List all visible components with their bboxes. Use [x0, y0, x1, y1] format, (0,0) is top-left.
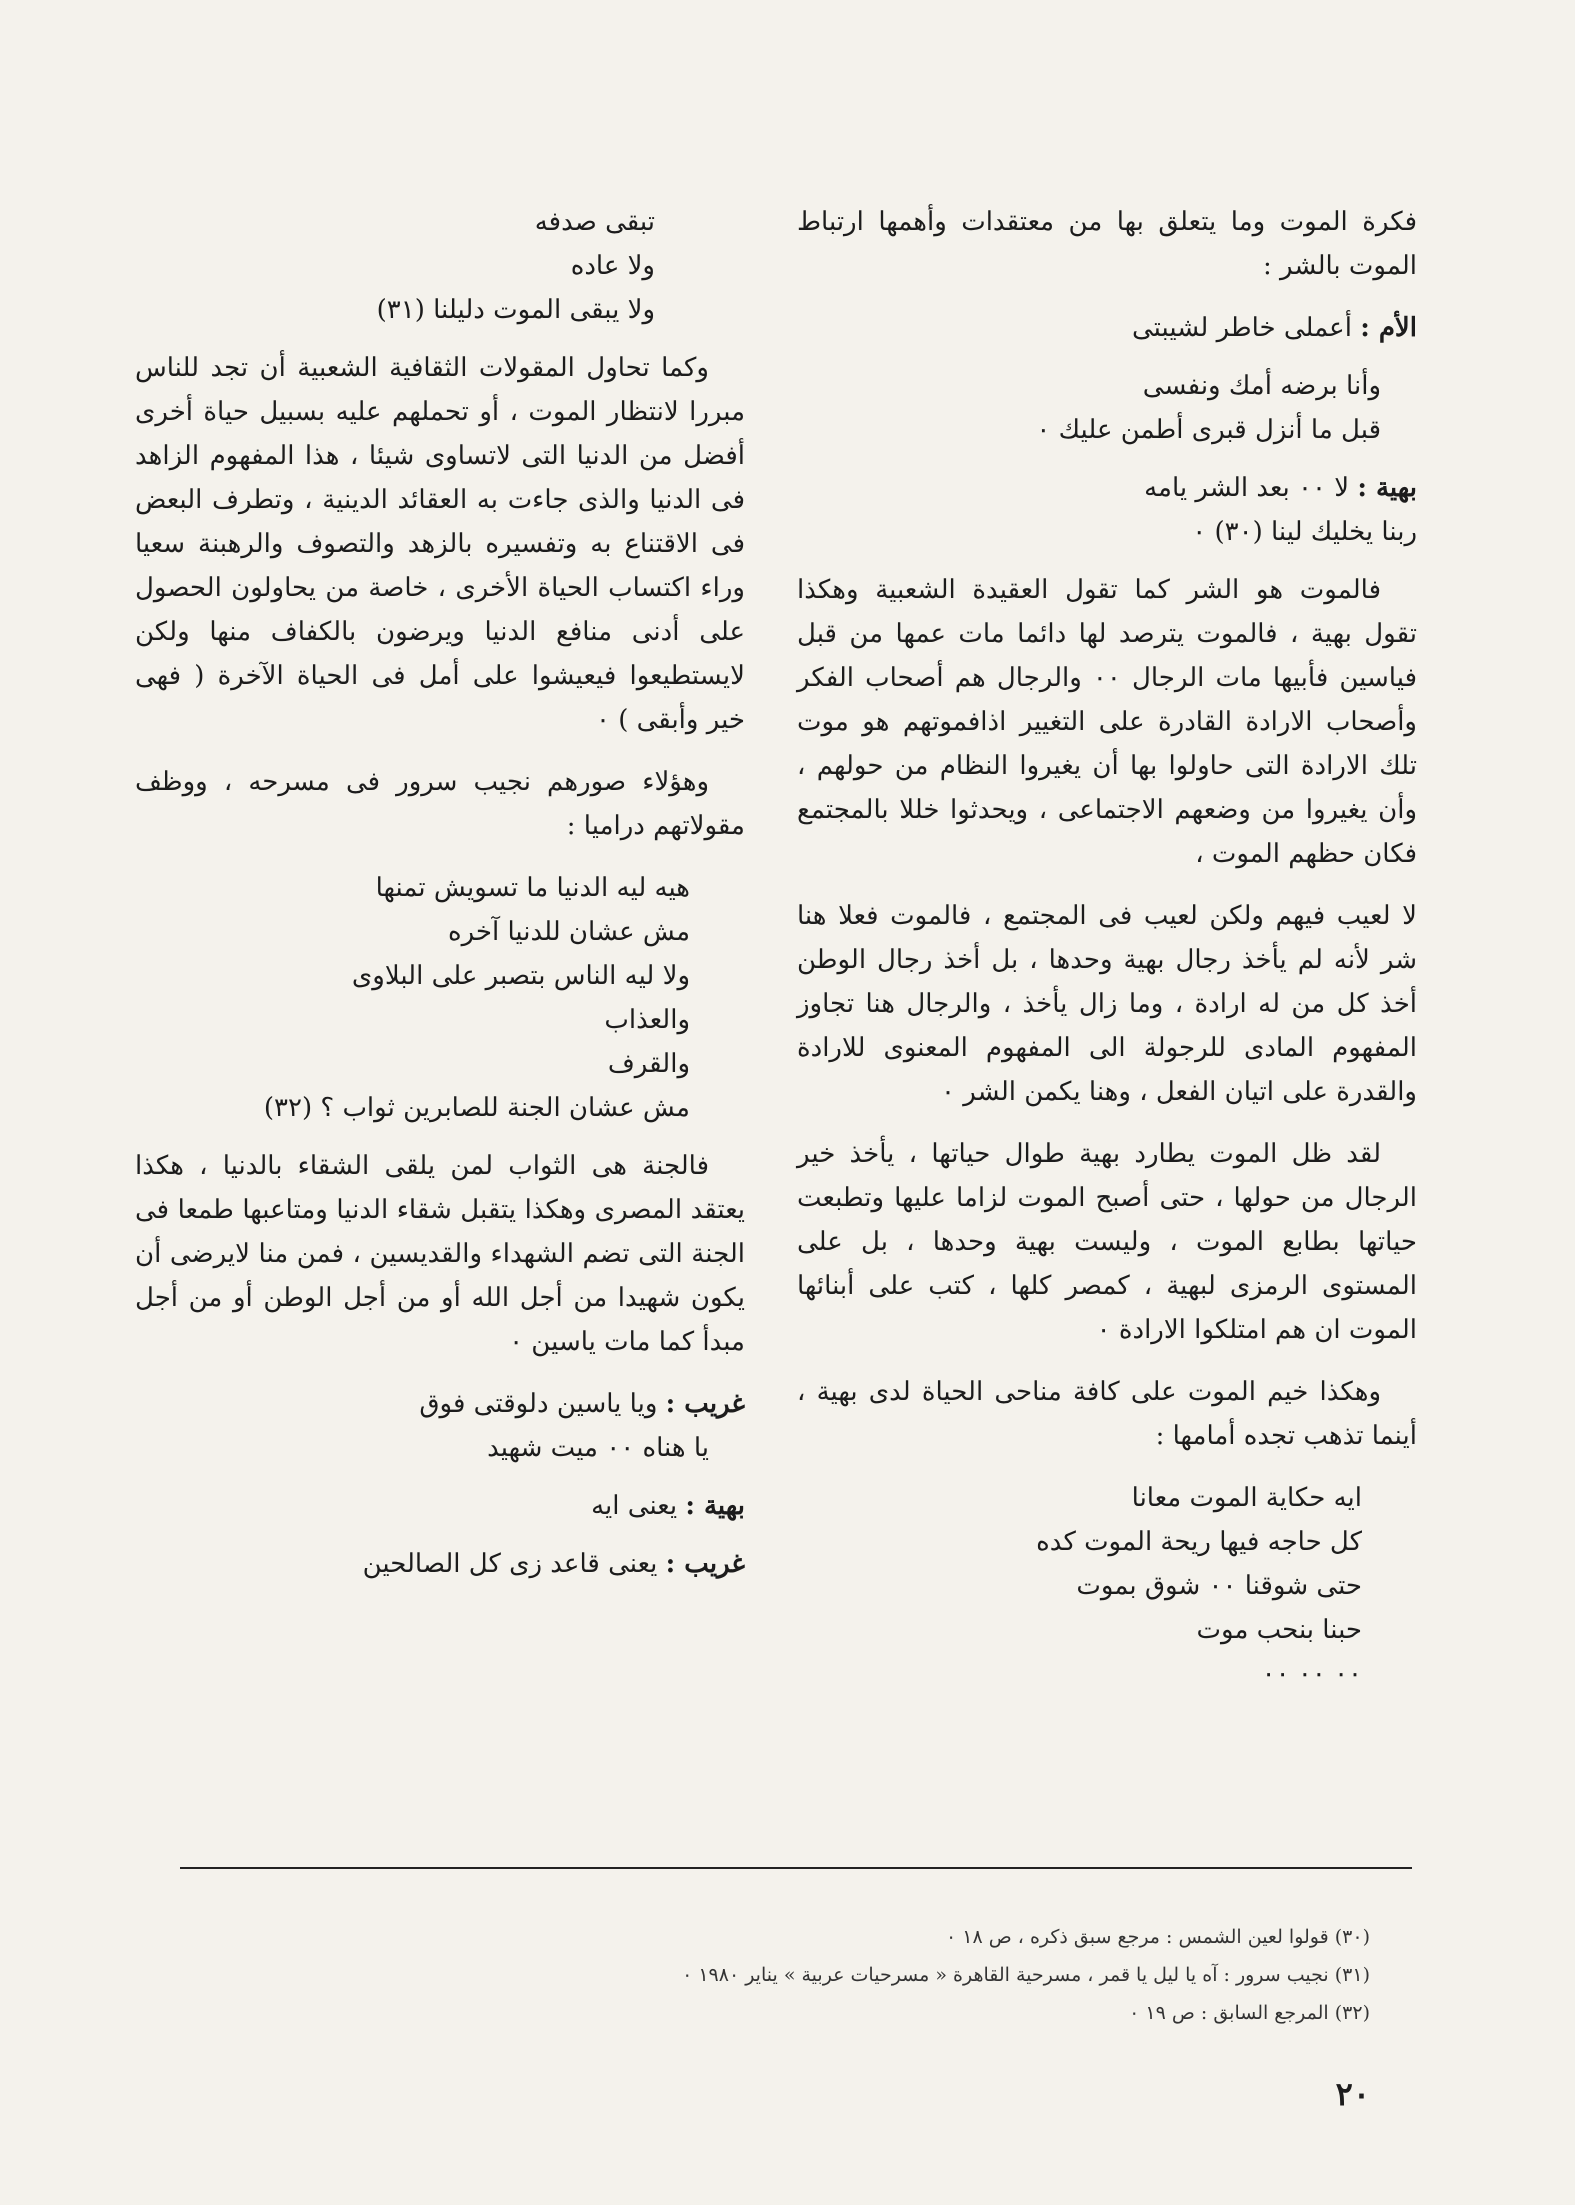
verse-block: [797, 1476, 1417, 1696]
verse-line: والعذاب: [604, 1005, 690, 1035]
dialogue-text: يعنى ايه: [591, 1491, 678, 1521]
footnote: (٣٢) المرجع السابق : ص ١٩ ٠: [1129, 2002, 1370, 2024]
verse-block: [135, 866, 745, 1130]
dialogue-line: [797, 466, 1417, 554]
verse-line: حتى شوقنا ٠٠ شوق بموت: [1076, 1571, 1362, 1601]
verse-line: ٠٠ ٠٠ ٠٠: [1261, 1659, 1362, 1689]
verse-line: قبل ما أنزل قبرى أطمن عليك ٠: [1036, 415, 1381, 445]
verse-line: ولا يبقى الموت دليلنا (٣١): [376, 295, 655, 325]
dialogue-line: [135, 1382, 745, 1470]
footnotes: [170, 1918, 1370, 2032]
verse-line: وأنا برضه أمك ونفسى: [1142, 371, 1381, 401]
verse-line: هيه ليه الدنيا ما تسويش تمنها: [375, 873, 690, 903]
verse-line: ولا عاده: [570, 251, 655, 281]
dialogue-continuation: ربنا يخليك لينا (٣٠) ٠: [1192, 517, 1417, 547]
body-paragraph: لقد ظل الموت يطارد بهية طوال حياتها ، يأخذ خير الرجال من حولها ، حتى أصبح الموت لزاما عليها وتطبعت حياتها بطابع الموت ، وليست بهية وحدها ، بل على المستوى الرمزى لبهية ، كمصر كلها ، كتب على أبنائها الموت ان هم امتلكوا الارادة ٠: [797, 1139, 1417, 1345]
speaker-label: غريب :: [665, 1389, 745, 1419]
verse-line: والقرف: [607, 1049, 690, 1079]
dialogue-line: [135, 1542, 745, 1586]
page-number: ٢٠: [1335, 2075, 1370, 2113]
body-paragraph: لا لعيب فيهم ولكن لعيب فى المجتمع ، فالموت فعلا هنا شر لأنه لم يأخذ رجال بهية وحدها ، بل أخذ رجال الوطن أخذ كل من له ارادة ، وما زال يأخذ ، والرجال هنا تجاوز المفهوم المادى للرجولة الى المفهوم المعنوى للارادة والقدرة على اتيان الفعل ، وهنا يكمن الشر ٠: [797, 901, 1417, 1107]
footnote: (٣١) نجيب سرور : آه يا ليل يا قمر ، مسرحية القاهرة « مسرحيات عربية » يناير ١٩٨٠ ٠: [682, 1964, 1370, 1986]
verse-line: تبقى صدفه: [534, 207, 655, 237]
footnote: (٣٠) قولوا لعين الشمس : مرجع سبق ذكره ، ص ١٨ ٠: [946, 1926, 1370, 1948]
speaker-label: الأم :: [1360, 313, 1417, 343]
dialogue-text: لا ٠٠ بعد الشر يامه: [1144, 473, 1350, 503]
body-paragraph: فالموت هو الشر كما تقول العقيدة الشعبية وهكذا تقول بهية ، فالموت يترصد لها دائما مات عمها من قبل فياسين فأبيها مات الرجال ٠٠ والرجال هم أصحاب الفكر وأصحاب الارادة القادرة على التغيير اذافموتهم هو موت تلك الارادة التى حاولوا بها أن يغيروا النظام من حولهم ، وأن يغيروا من وضعهم الاجتماعى ، ويحدثوا خللا بالمجتمع فكان حظهم الموت ،: [797, 575, 1417, 869]
dialogue-line: [135, 1484, 745, 1528]
verse-line: حبنا بنحب موت: [1196, 1615, 1362, 1645]
verse-line: مش عشان للدنيا آخره: [447, 917, 690, 947]
verse-line: ولا ليه الناس بتصبر على البلاوى: [351, 961, 690, 991]
verse-block: [135, 200, 745, 332]
dialogue-text: ويا ياسين دلوقتى فوق: [419, 1389, 658, 1419]
body-paragraph: وهكذا خيم الموت على كافة مناحى الحياة لدى بهية ، أينما تذهب تجده أمامها :: [797, 1377, 1417, 1451]
body-paragraph: وكما تحاول المقولات الثقافية الشعبية أن تجد للناس مبررا لانتظار الموت ، أو تحملهم عليه بسبيل حياة أخرى أفضل من الدنيا التى لاتساوى شيئا ، هذا المفهوم الزاهد فى الدنيا والذى جاءت به العقائد الدينية ، وتطرف البعض فى الاقتناع به وتفسيره بالزهد والتصوف والرهبنة سعيا وراء اكتساب الحياة الأخرى ، خاصة من يحاولون الحصول على أدنى منافع الدنيا ويرضون بالكفاف منها ولكن لايستطيعوا فيعيشوا على أمل فى الحياة الآخرة ( فهى خير وأبقى ) ٠: [135, 353, 745, 735]
verse-line: ايه حكاية الموت معانا: [1131, 1483, 1362, 1513]
right-column: [797, 200, 1417, 1710]
verse-line: كل حاجه فيها ريحة الموت كده: [1036, 1527, 1362, 1557]
dialogue-continuation: يا هناه ٠٠ ميت شهيد: [487, 1433, 709, 1463]
body-paragraph: فالجنة هى الثواب لمن يلقى الشقاء بالدنيا ، هكذا يعتقد المصرى وهكذا يتقبل شقاء الدنيا ومتاعبها طمعا فى الجنة التى تضم الشهداء والقديسين ، فمن منا لايرضى أن يكون شهيدا من أجل الله أو من أجل الوطن أو من أجل مبدأ كما مات ياسين ٠: [135, 1151, 745, 1357]
speaker-label: بهية :: [1357, 473, 1417, 503]
verse-block: [797, 364, 1417, 452]
body-paragraph: وهؤلاء صورهم نجيب سرور فى مسرحه ، ووظف مقولاتهم دراميا :: [135, 767, 745, 841]
footnote-divider: [180, 1867, 1412, 1869]
speaker-label: غريب :: [665, 1549, 745, 1579]
dialogue-text: أعملى خاطر لشيبتى: [1131, 313, 1352, 343]
left-column: [135, 200, 745, 1600]
verse-line: مش عشان الجنة للصابرين ثواب ؟ (٣٢): [263, 1093, 690, 1123]
dialogue-text: يعنى قاعد زى كل الصالحين: [362, 1549, 658, 1579]
speaker-label: بهية :: [685, 1491, 745, 1521]
intro-paragraph: فكرة الموت وما يتعلق بها من معتقدات وأهمها ارتباط الموت بالشر :: [797, 207, 1417, 281]
dialogue-line: [797, 306, 1417, 350]
